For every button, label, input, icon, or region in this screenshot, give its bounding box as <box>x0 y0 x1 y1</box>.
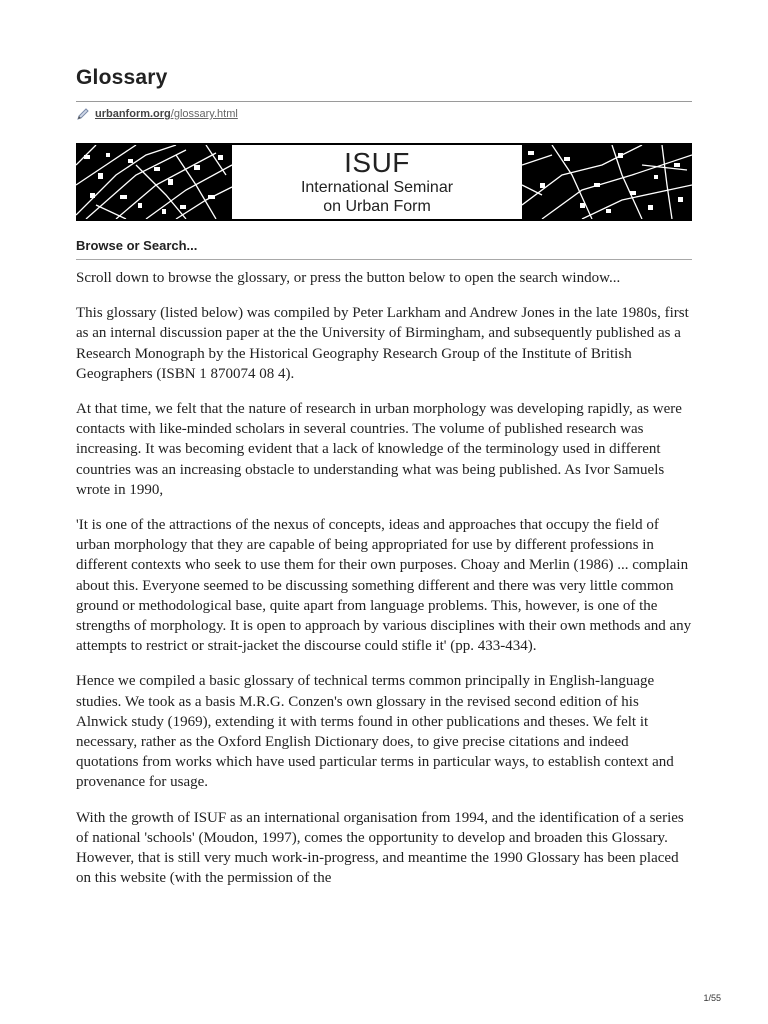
banner-subtitle-2: on Urban Form <box>323 198 431 215</box>
pencil-icon <box>76 107 90 121</box>
urban-map-illustration-right <box>522 145 692 219</box>
banner-title: ISUF <box>344 147 410 178</box>
banner-text <box>232 145 522 219</box>
source-link[interactable] <box>76 107 238 121</box>
source-path[interactable]: /glossary.html <box>170 108 238 120</box>
paragraph: With the growth of ISUF as an international organisation from 1994, and the identification of a series of national 'schools' (Moudon, 1997), comes the opportunity to develop and broaden this Glossary. However, that is still very much work-in-progress, and meantime the 1990 Glossary has been placed on this website (with the permission of the <box>76 809 684 887</box>
paragraph: Scroll down to browse the glossary, or press the button below to open the search window... <box>76 270 621 286</box>
urban-map-illustration-left <box>76 145 232 219</box>
section-heading: Browse or Search... <box>76 238 198 253</box>
paragraph: This glossary (listed below) was compiled by Peter Larkham and Andrew Jones in the late 1980s, first as an internal discussion paper at the the University of Birmingham, and subsequently published as a Research Monograph by the Historical Geography Research Group of the Institute of British Geographers (ISBN 1 870074 08 4). <box>76 305 689 382</box>
page-number: 1/55 <box>703 993 721 1003</box>
title-divider <box>76 101 692 102</box>
paragraph: 'It is one of the attractions of the nexus of concepts, ideas and approaches that occupy the field of urban morphology that they are capable of being appropriated for use by different professions in different contexts who seek to use them for their own purposes. Choay and Merlin (1986) ... complain about this. Everyone seemed to be discussing something different and there was very little common ground or methodological base, quite apart from language problems. This, however, is one of the strengths of morphology. It is open to approach by various disciplines with their own methods and any attempts to restrict or strait-jacket the discourse could stifle it' (pp. 433-434). <box>76 517 692 655</box>
paragraph: At that time, we felt that the nature of research in urban morphology was developing rapidly, as were contacts with like-minded scholars in several countries. The volume of published research was increasing. It was becoming evident that a lack of knowledge of the terminology used in different countries was an increasing obstacle to understanding what was being published. As Ivor Samuels wrote in 1990, <box>76 401 682 498</box>
section-divider <box>76 259 692 260</box>
banner-subtitle-1: International Seminar <box>300 179 454 196</box>
body-text <box>76 268 692 903</box>
source-domain[interactable]: urbanform.org <box>95 108 171 120</box>
isuf-banner <box>76 143 692 221</box>
paragraph: Hence we compiled a basic glossary of technical terms common principally in English-language studies. We took as a basis M.R.G. Conzen's own glossary in the revised second edition of his Alnwick study (1969), extending it with terms found in other publications and theses. We felt it necessary, rather as the Oxford English Dictionary does, to give precise citations and indeed quotations from works which have used particular terms in particular ways, to establish context and provenance for usage. <box>76 673 674 791</box>
page-title: Glossary <box>76 66 168 89</box>
